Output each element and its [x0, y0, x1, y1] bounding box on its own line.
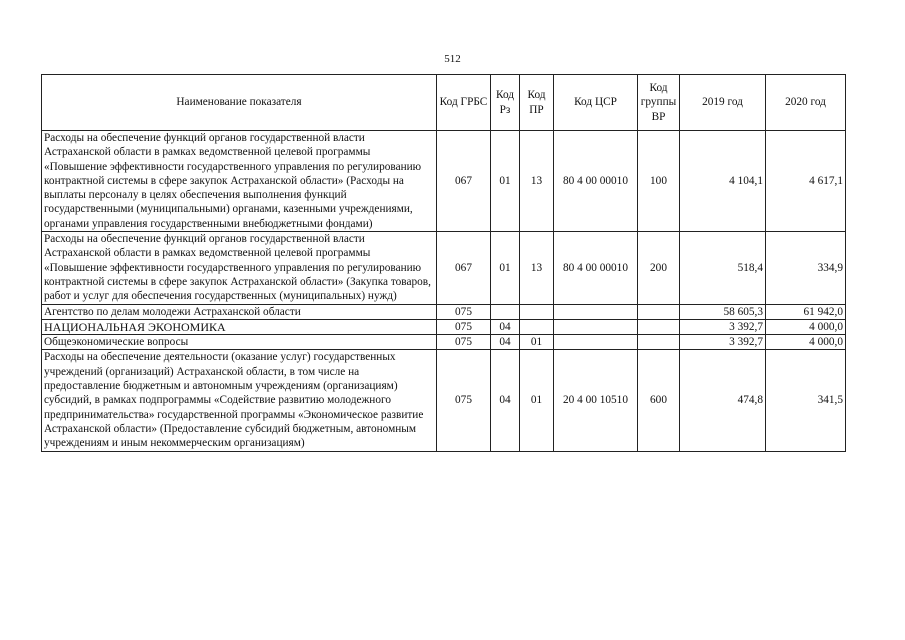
header-rz: Код Рз: [491, 75, 520, 131]
row-grbs: 067: [437, 232, 491, 304]
header-2020: 2020 год: [766, 75, 846, 131]
row-pr: 01: [520, 335, 554, 350]
row-rz: 04: [491, 319, 520, 334]
row-csr: 80 4 00 00010: [554, 131, 638, 232]
row-grbs: 075: [437, 319, 491, 334]
row-rz: 04: [491, 350, 520, 451]
row-pr: 13: [520, 131, 554, 232]
header-vr: Код группы ВР: [638, 75, 680, 131]
header-grbs: Код ГРБС: [437, 75, 491, 131]
table-row: [42, 131, 846, 232]
row-grbs: 075: [437, 304, 491, 319]
row-vr: [638, 335, 680, 350]
row-2019: 474,8: [680, 350, 766, 451]
row-2019: 4 104,1: [680, 131, 766, 232]
row-rz: 01: [491, 232, 520, 304]
row-name: НАЦИОНАЛЬНАЯ ЭКОНОМИКА: [42, 319, 437, 334]
table-row: [42, 350, 846, 451]
row-2020: 341,5: [766, 350, 846, 451]
row-vr: 600: [638, 350, 680, 451]
table-row: [42, 304, 846, 319]
table-row: [42, 319, 846, 334]
row-rz: 04: [491, 335, 520, 350]
row-2019: 3 392,7: [680, 319, 766, 334]
budget-table: [41, 74, 846, 452]
header-pr: Код ПР: [520, 75, 554, 131]
row-rz: 01: [491, 131, 520, 232]
row-name: Расходы на обеспечение деятельности (оказание услуг) государственных учреждений (организаций) Астраханской области, в том числе на предоставление бюджетным и автономным учреждениям (организациям) субсидий, в рамках подпрограммы «Содействие развитию молодежного предпринимательства» государственной программы «Экономическое развитие Астраханской области» (Предоставление субсидий бюджетным, автономным учреждениям и иным некоммерческим организациям): [42, 350, 437, 451]
row-2020: 334,9: [766, 232, 846, 304]
row-vr: 100: [638, 131, 680, 232]
row-vr: [638, 319, 680, 334]
row-vr: 200: [638, 232, 680, 304]
row-grbs: 075: [437, 350, 491, 451]
row-name: Общеэкономические вопросы: [42, 335, 437, 350]
row-2019: 58 605,3: [680, 304, 766, 319]
row-2020: 61 942,0: [766, 304, 846, 319]
header-name: Наименование показателя: [42, 75, 437, 131]
row-pr: 01: [520, 350, 554, 451]
header-2019: 2019 год: [680, 75, 766, 131]
header-csr: Код ЦСР: [554, 75, 638, 131]
row-csr: [554, 304, 638, 319]
table-row: [42, 335, 846, 350]
row-pr: [520, 304, 554, 319]
row-csr: [554, 335, 638, 350]
table-row: [42, 232, 846, 304]
row-csr: [554, 319, 638, 334]
row-grbs: 067: [437, 131, 491, 232]
row-name: Расходы на обеспечение функций органов государственной власти Астраханской области в рамках ведомственной целевой программы «Повышение эффективности государственного управления по регулированию контрактной системы в сфере закупок Астраханской области» (Закупка товаров, работ и услуг для обеспечения государственных (муниципальных) нужд): [42, 232, 437, 304]
row-csr: 80 4 00 00010: [554, 232, 638, 304]
row-csr: 20 4 00 10510: [554, 350, 638, 451]
row-name: Расходы на обеспечение функций органов государственной власти Астраханской области в рамках ведомственной целевой программы «Повышение эффективности государственного управления по регулированию контрактной системы в сфере закупок Астраханской области» (Расходы на выплаты персоналу в целях обеспечения выполнения функций государственными (муниципальными) органами, казенными учреждениями, органами управления государственными внебюджетными фондами): [42, 131, 437, 232]
row-2019: 518,4: [680, 232, 766, 304]
row-rz: [491, 304, 520, 319]
row-pr: [520, 319, 554, 334]
row-2020: 4 000,0: [766, 319, 846, 334]
header-row: [42, 75, 846, 131]
page-number: 512: [444, 53, 461, 65]
row-pr: 13: [520, 232, 554, 304]
row-name: Агентство по делам молодежи Астраханской области: [42, 304, 437, 319]
row-2019: 3 392,7: [680, 335, 766, 350]
row-grbs: 075: [437, 335, 491, 350]
row-2020: 4 617,1: [766, 131, 846, 232]
row-2020: 4 000,0: [766, 335, 846, 350]
row-vr: [638, 304, 680, 319]
